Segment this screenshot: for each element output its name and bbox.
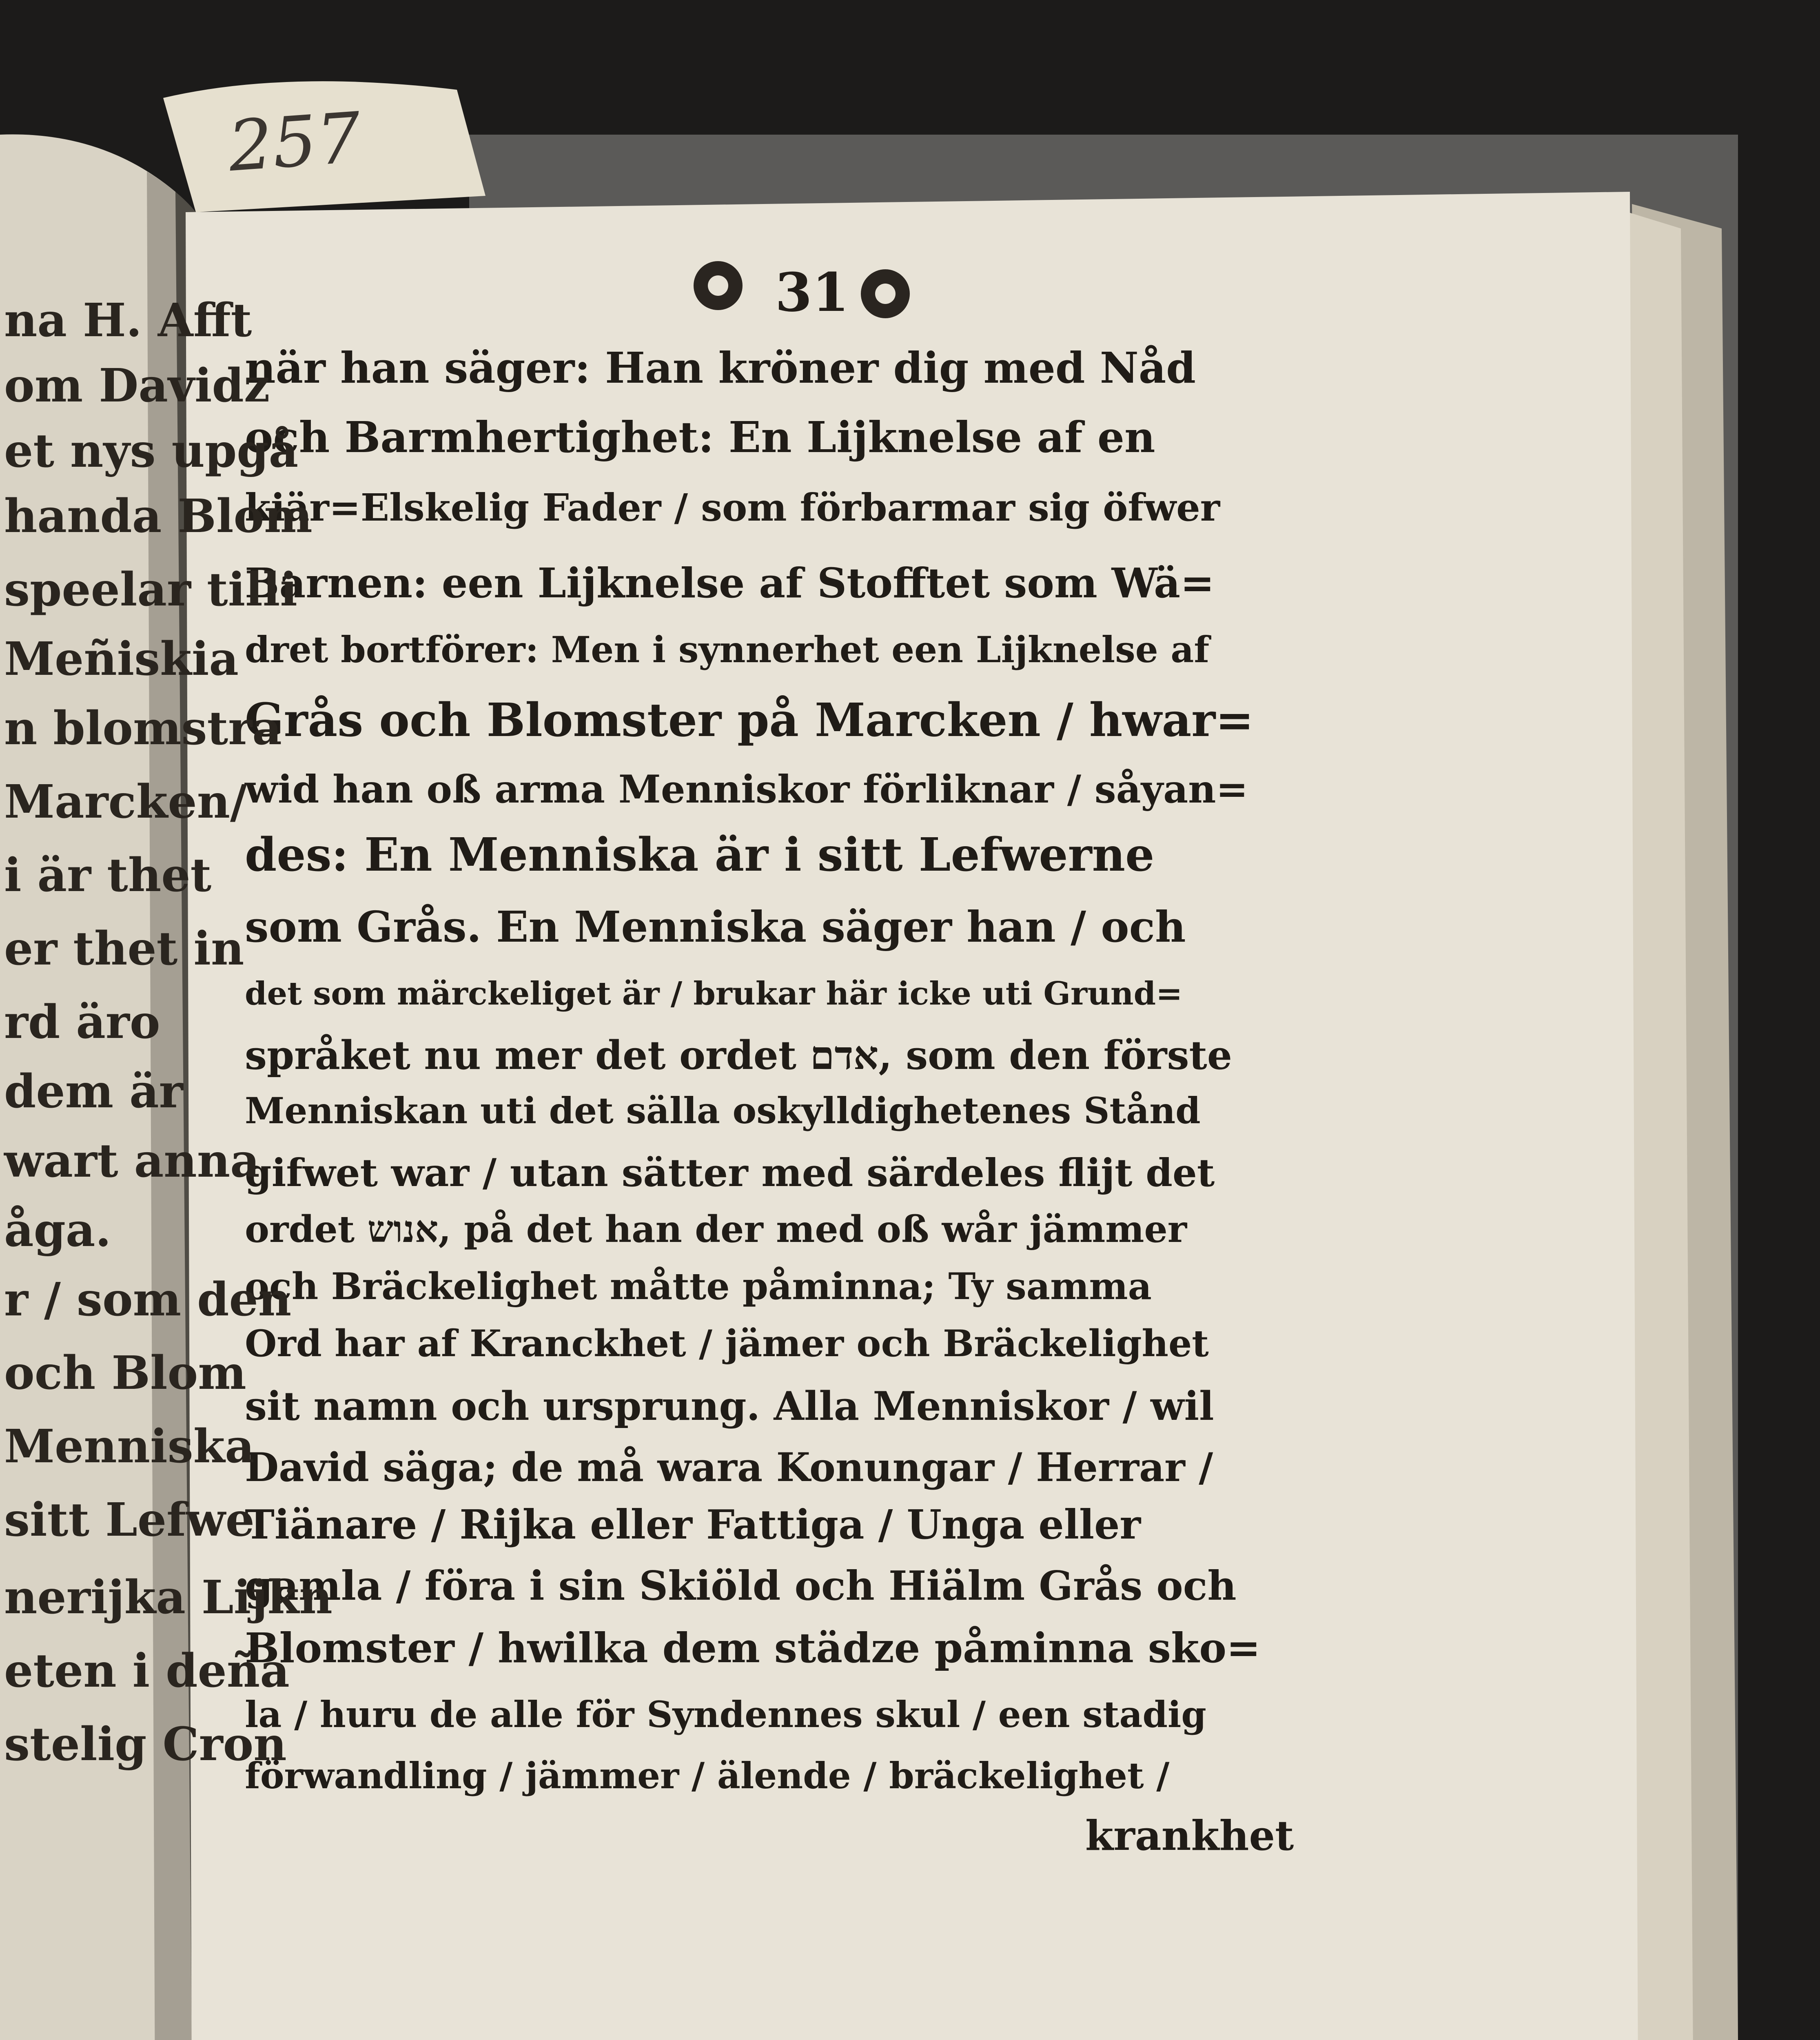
text-line: Menniskan uti det sälla oskylldighetenes Stånd <box>245 1089 1201 1132</box>
text-line: gamla / föra i sin Skiöld och Hiälm Grås och <box>245 1563 1237 1610</box>
left-page-line: r / som den <box>4 1273 292 1326</box>
left-page-line: i är thet <box>4 849 212 902</box>
left-page-line: wart anna <box>4 1134 260 1188</box>
text-line: gifwet war / utan sätter med särdeles flijt det <box>245 1151 1215 1195</box>
left-page-line: sitt Lefwe <box>4 1493 255 1547</box>
left-page-line: Menniska <box>4 1420 255 1473</box>
left-page-line: handa Blom <box>4 490 313 543</box>
left-page-line: nerijka Lijkn <box>4 1571 333 1624</box>
text-line: och Barmhertighet: En Lijknelse af en <box>245 412 1155 462</box>
left-page-line: Marcken/ <box>4 775 247 829</box>
text-line: förwandling / jämmer / älende / bräckelighet / <box>245 1754 1170 1797</box>
text-line: David säga; de må wara Konungar / Herrar / <box>245 1444 1213 1490</box>
left-page-line: eten i deña <box>4 1644 290 1698</box>
left-page-line: n blomstra <box>4 702 282 755</box>
left-page-line: et nys upgå <box>4 424 299 478</box>
text-line: som Grås. En Menniska säger han / och <box>245 902 1186 952</box>
left-page-line: dem är <box>4 1065 183 1118</box>
text-line: språket nu mer det ordet אדם, som den förste <box>245 1032 1232 1078</box>
text-line: Tiänare / Rijka eller Fattiga / Unga eller <box>245 1501 1141 1548</box>
handwritten-number: 257 <box>226 97 364 188</box>
left-page-line: speelar tilli <box>4 563 297 616</box>
text-line: ordet אנוש, på det han der med oß wår jämmer <box>245 1208 1187 1251</box>
text-line: Barnen: een Lijknelse af Stofftet som Wä= <box>245 559 1215 607</box>
left-page-line: åga. <box>4 1204 111 1257</box>
text-line: kiär=Elskelig Fader / som förbarmar sig öfwer <box>245 486 1220 530</box>
page-number: 31 <box>775 261 849 324</box>
left-page-line: Meñiskia <box>4 632 239 686</box>
left-page-line: er thet in <box>4 922 244 976</box>
text-line: och Bräckelighet måtte påminna; Ty samma <box>245 1265 1152 1308</box>
text-line: sit namn och ursprung. Alla Menniskor / wil <box>245 1383 1214 1429</box>
text-line: Blomster / hwilka dem städze påminna sko= <box>245 1624 1261 1672</box>
left-page-line: och Blom <box>4 1346 246 1400</box>
text-line: dret bortförer: Men i synnerhet een Lijknelse af <box>245 628 1210 671</box>
left-page-line: rd äro <box>4 996 160 1049</box>
text-line: det som märckeliget är / brukar här icke uti Grund= <box>245 975 1183 1012</box>
text-line: Grås och Blomster på Marcken / hwar= <box>245 694 1254 747</box>
left-page-line: stelig Cron <box>4 1718 287 1771</box>
text-line: när han säger: Han kröner dig med Nåd <box>245 343 1196 393</box>
left-page-line: na H. Afft <box>4 294 252 347</box>
text-line: wid han oß arma Menniskor förliknar / såyan= <box>245 767 1248 812</box>
text-line: des: En Menniska är i sitt Lefwerne <box>245 828 1155 882</box>
left-page-line: om Davidz <box>4 359 270 412</box>
text-line: la / huru de alle för Syndennes skul / een stadig <box>245 1693 1206 1736</box>
text-line: Ord har af Kranckhet / jämer och Bräckelighet <box>245 1322 1209 1365</box>
catchword: krankhet <box>1085 1812 1294 1860</box>
